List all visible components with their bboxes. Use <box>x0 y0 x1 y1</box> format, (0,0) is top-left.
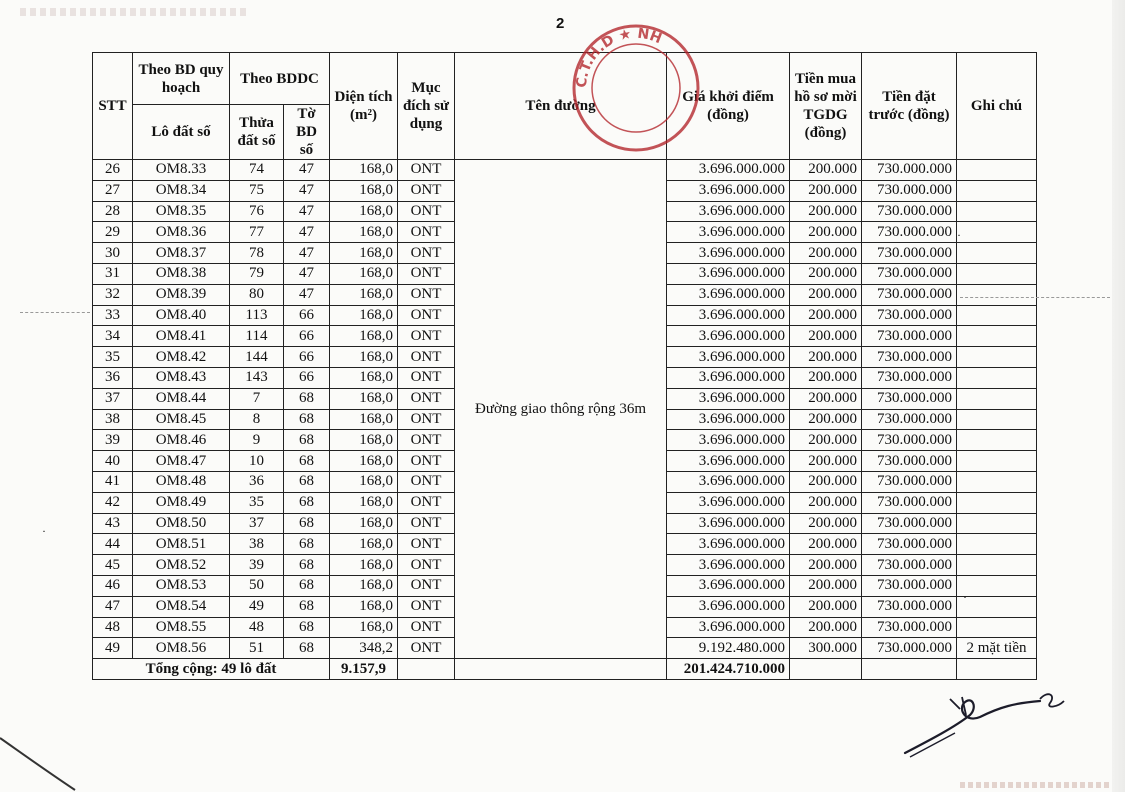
cell-tien-mua-ho-so: 200.000 <box>790 513 862 534</box>
cell-gia-khoi-diem: 3.696.000.000 <box>667 243 790 264</box>
cell-to-bd: 68 <box>284 430 330 451</box>
ink-dot: · <box>42 524 46 538</box>
cell-lo-dat: OM8.44 <box>133 388 230 409</box>
cell-tien-dat-truoc: 730.000.000 <box>862 409 957 430</box>
cell-tien-mua-ho-so: 200.000 <box>790 617 862 638</box>
cell-tien-mua-ho-so: 200.000 <box>790 430 862 451</box>
cell-lo-dat: OM8.51 <box>133 534 230 555</box>
cell-muc-dich: ONT <box>398 305 455 326</box>
cell-tien-dat-truoc: 730.000.000 <box>862 492 957 513</box>
total-label: Tổng cộng: 49 lô đất <box>93 659 330 680</box>
cell-tien-mua-ho-so: 200.000 <box>790 160 862 181</box>
cell-gia-khoi-diem: 3.696.000.000 <box>667 284 790 305</box>
cell-tien-dat-truoc: 730.000.000 <box>862 534 957 555</box>
header-lo-dat-so: Lô đất số <box>133 105 230 160</box>
cell-lo-dat: OM8.43 <box>133 367 230 388</box>
cell-stt: 40 <box>93 451 133 472</box>
cell-thua-dat: 78 <box>230 243 284 264</box>
cell-lo-dat: OM8.49 <box>133 492 230 513</box>
cell-ghi-chu <box>957 513 1037 534</box>
cell-gia-khoi-diem: 3.696.000.000 <box>667 492 790 513</box>
cell-muc-dich: ONT <box>398 534 455 555</box>
cell-tien-mua-ho-so: 200.000 <box>790 596 862 617</box>
cell-gia-khoi-diem: 3.696.000.000 <box>667 201 790 222</box>
cell-ghi-chu <box>957 596 1037 617</box>
cell-stt: 44 <box>93 534 133 555</box>
cell-muc-dich: ONT <box>398 492 455 513</box>
cell-thua-dat: 9 <box>230 430 284 451</box>
cell-stt: 37 <box>93 388 133 409</box>
cell-tien-dat-truoc: 730.000.000 <box>862 160 957 181</box>
page-edge <box>1112 0 1125 792</box>
cell-dien-tich: 168,0 <box>330 160 398 181</box>
cell-to-bd: 66 <box>284 326 330 347</box>
cell-dien-tich: 168,0 <box>330 180 398 201</box>
cell-tien-mua-ho-so: 200.000 <box>790 388 862 409</box>
cell-tien-dat-truoc: 730.000.000 <box>862 326 957 347</box>
cell-ghi-chu <box>957 367 1037 388</box>
cell-lo-dat: OM8.56 <box>133 638 230 659</box>
cell-tien-dat-truoc: 730.000.000 <box>862 201 957 222</box>
cell-to-bd: 68 <box>284 575 330 596</box>
cell-gia-khoi-diem: 9.192.480.000 <box>667 638 790 659</box>
cell-lo-dat: OM8.54 <box>133 596 230 617</box>
cell-thua-dat: 38 <box>230 534 284 555</box>
cell-gia-khoi-diem: 3.696.000.000 <box>667 305 790 326</box>
cell-dien-tich: 168,0 <box>330 284 398 305</box>
fold-line <box>960 297 1110 298</box>
cell-gia-khoi-diem: 3.696.000.000 <box>667 617 790 638</box>
cell-gia-khoi-diem: 3.696.000.000 <box>667 388 790 409</box>
cell-ghi-chu <box>957 471 1037 492</box>
cell-dien-tich: 168,0 <box>330 243 398 264</box>
cell-dien-tich: 168,0 <box>330 471 398 492</box>
cell-gia-khoi-diem: 3.696.000.000 <box>667 451 790 472</box>
cell-thua-dat: 7 <box>230 388 284 409</box>
cell-lo-dat: OM8.53 <box>133 575 230 596</box>
cell-tien-mua-ho-so: 200.000 <box>790 180 862 201</box>
cell-dien-tich: 168,0 <box>330 513 398 534</box>
cell-dien-tich: 168,0 <box>330 575 398 596</box>
cell-tien-mua-ho-so: 300.000 <box>790 638 862 659</box>
cell-gia-khoi-diem: 3.696.000.000 <box>667 555 790 576</box>
cell-lo-dat: OM8.41 <box>133 326 230 347</box>
header-muc-dich: Mục đích sử dụng <box>398 53 455 160</box>
cell-tien-mua-ho-so: 200.000 <box>790 347 862 368</box>
cell-dien-tich: 168,0 <box>330 367 398 388</box>
cell-muc-dich: ONT <box>398 596 455 617</box>
cell-dien-tich: 168,0 <box>330 492 398 513</box>
cell-tien-dat-truoc: 730.000.000 <box>862 575 957 596</box>
total-empty-cell <box>790 659 862 680</box>
cell-to-bd: 66 <box>284 305 330 326</box>
cell-dien-tich: 168,0 <box>330 388 398 409</box>
header-theo-bddc: Theo BDDC <box>230 53 330 105</box>
cell-gia-khoi-diem: 3.696.000.000 <box>667 367 790 388</box>
cell-dien-tich: 168,0 <box>330 263 398 284</box>
cell-thua-dat: 75 <box>230 180 284 201</box>
cell-to-bd: 68 <box>284 638 330 659</box>
cell-thua-dat: 35 <box>230 492 284 513</box>
cell-tien-dat-truoc: 730.000.000 <box>862 243 957 264</box>
cell-tien-dat-truoc: 730.000.000 <box>862 471 957 492</box>
cell-to-bd: 68 <box>284 617 330 638</box>
cell-tien-mua-ho-so: 200.000 <box>790 326 862 347</box>
cell-lo-dat: OM8.55 <box>133 617 230 638</box>
cell-ghi-chu <box>957 534 1037 555</box>
cell-lo-dat: OM8.48 <box>133 471 230 492</box>
fold-line <box>20 312 90 313</box>
cell-tien-mua-ho-so: 200.000 <box>790 305 862 326</box>
cell-muc-dich: ONT <box>398 284 455 305</box>
cell-thua-dat: 51 <box>230 638 284 659</box>
header-stt: STT <box>93 53 133 160</box>
cell-thua-dat: 80 <box>230 284 284 305</box>
cell-thua-dat: 74 <box>230 160 284 181</box>
cell-thua-dat: 49 <box>230 596 284 617</box>
cell-tien-dat-truoc: 730.000.000 <box>862 513 957 534</box>
cell-to-bd: 47 <box>284 263 330 284</box>
cell-muc-dich: ONT <box>398 326 455 347</box>
page-number: 2 <box>556 15 565 32</box>
header-gia-khoi-diem: Giá khởi điểm (đồng) <box>667 53 790 160</box>
cell-gia-khoi-diem: 3.696.000.000 <box>667 160 790 181</box>
cell-tien-mua-ho-so: 200.000 <box>790 243 862 264</box>
cell-stt: 27 <box>93 180 133 201</box>
cell-tien-dat-truoc: 730.000.000 <box>862 263 957 284</box>
cell-ghi-chu <box>957 201 1037 222</box>
cell-thua-dat: 76 <box>230 201 284 222</box>
cell-ghi-chu <box>957 222 1037 243</box>
cell-lo-dat: OM8.37 <box>133 243 230 264</box>
cell-dien-tich: 168,0 <box>330 201 398 222</box>
cell-tien-dat-truoc: 730.000.000 <box>862 180 957 201</box>
scan-artifact <box>960 782 1120 788</box>
cell-tien-dat-truoc: 730.000.000 <box>862 430 957 451</box>
cell-to-bd: 47 <box>284 201 330 222</box>
cell-muc-dich: ONT <box>398 638 455 659</box>
cell-to-bd: 68 <box>284 555 330 576</box>
cell-muc-dich: ONT <box>398 555 455 576</box>
cell-dien-tich: 168,0 <box>330 430 398 451</box>
cell-stt: 34 <box>93 326 133 347</box>
cell-muc-dich: ONT <box>398 263 455 284</box>
cell-tien-mua-ho-so: 200.000 <box>790 534 862 555</box>
cell-ghi-chu <box>957 617 1037 638</box>
cell-ghi-chu <box>957 305 1037 326</box>
cell-dien-tich: 168,0 <box>330 596 398 617</box>
cell-stt: 47 <box>93 596 133 617</box>
cell-gia-khoi-diem: 3.696.000.000 <box>667 326 790 347</box>
cell-tien-mua-ho-so: 200.000 <box>790 284 862 305</box>
cell-ghi-chu <box>957 284 1037 305</box>
cell-thua-dat: 36 <box>230 471 284 492</box>
cell-stt: 46 <box>93 575 133 596</box>
total-empty-cell <box>957 659 1037 680</box>
cell-lo-dat: OM8.34 <box>133 180 230 201</box>
cell-tien-dat-truoc: 730.000.000 <box>862 638 957 659</box>
cell-ghi-chu <box>957 160 1037 181</box>
ink-dot: · <box>963 590 967 604</box>
cell-tien-mua-ho-so: 200.000 <box>790 555 862 576</box>
cell-to-bd: 68 <box>284 534 330 555</box>
cell-muc-dich: ONT <box>398 575 455 596</box>
cell-tien-dat-truoc: 730.000.000 <box>862 222 957 243</box>
cell-tien-mua-ho-so: 200.000 <box>790 492 862 513</box>
cell-tien-dat-truoc: 730.000.000 <box>862 451 957 472</box>
seal-text: C.T.H.D ★ NH <box>573 25 664 89</box>
cell-to-bd: 68 <box>284 513 330 534</box>
cell-to-bd: 47 <box>284 284 330 305</box>
cell-ghi-chu <box>957 243 1037 264</box>
cell-stt: 29 <box>93 222 133 243</box>
header-thua-dat-so: Thửa đất số <box>230 105 284 160</box>
cell-muc-dich: ONT <box>398 222 455 243</box>
cell-lo-dat: OM8.47 <box>133 451 230 472</box>
cell-to-bd: 68 <box>284 409 330 430</box>
cell-tien-dat-truoc: 730.000.000 <box>862 347 957 368</box>
cell-lo-dat: OM8.35 <box>133 201 230 222</box>
cell-stt: 36 <box>93 367 133 388</box>
cell-tien-dat-truoc: 730.000.000 <box>862 596 957 617</box>
cell-ghi-chu <box>957 180 1037 201</box>
cell-gia-khoi-diem: 3.696.000.000 <box>667 409 790 430</box>
cell-lo-dat: OM8.42 <box>133 347 230 368</box>
cell-thua-dat: 79 <box>230 263 284 284</box>
cell-gia-khoi-diem: 3.696.000.000 <box>667 347 790 368</box>
cell-to-bd: 66 <box>284 367 330 388</box>
corner-pen-stroke <box>0 730 90 792</box>
cell-muc-dich: ONT <box>398 513 455 534</box>
cell-muc-dich: ONT <box>398 201 455 222</box>
header-tien-dat-truoc: Tiền đặt trước (đồng) <box>862 53 957 160</box>
header-ten-duong: Tên đường <box>455 53 667 160</box>
cell-to-bd: 66 <box>284 347 330 368</box>
cell-ghi-chu <box>957 388 1037 409</box>
cell-thua-dat: 113 <box>230 305 284 326</box>
cell-stt: 31 <box>93 263 133 284</box>
cell-to-bd: 68 <box>284 451 330 472</box>
cell-ghi-chu <box>957 347 1037 368</box>
cell-lo-dat: OM8.52 <box>133 555 230 576</box>
cell-gia-khoi-diem: 3.696.000.000 <box>667 430 790 451</box>
cell-thua-dat: 37 <box>230 513 284 534</box>
cell-dien-tich: 168,0 <box>330 451 398 472</box>
cell-muc-dich: ONT <box>398 243 455 264</box>
total-empty-cell <box>398 659 455 680</box>
cell-to-bd: 68 <box>284 388 330 409</box>
cell-gia-khoi-diem: 3.696.000.000 <box>667 513 790 534</box>
cell-thua-dat: 77 <box>230 222 284 243</box>
cell-muc-dich: ONT <box>398 180 455 201</box>
cell-dien-tich: 168,0 <box>330 409 398 430</box>
cell-to-bd: 47 <box>284 222 330 243</box>
cell-thua-dat: 39 <box>230 555 284 576</box>
cell-tien-mua-ho-so: 200.000 <box>790 575 862 596</box>
cell-muc-dich: ONT <box>398 451 455 472</box>
cell-to-bd: 68 <box>284 596 330 617</box>
cell-to-bd: 47 <box>284 243 330 264</box>
cell-stt: 33 <box>93 305 133 326</box>
cell-lo-dat: OM8.38 <box>133 263 230 284</box>
cell-ghi-chu: 2 mặt tiền <box>957 638 1037 659</box>
cell-muc-dich: ONT <box>398 160 455 181</box>
cell-thua-dat: 8 <box>230 409 284 430</box>
cell-ghi-chu <box>957 555 1037 576</box>
cell-dien-tich: 168,0 <box>330 347 398 368</box>
total-area: 9.157,9 <box>330 659 398 680</box>
cell-tien-mua-ho-so: 200.000 <box>790 367 862 388</box>
cell-dien-tich: 168,0 <box>330 305 398 326</box>
cell-tien-dat-truoc: 730.000.000 <box>862 555 957 576</box>
cell-dien-tich: 168,0 <box>330 222 398 243</box>
land-lot-table <box>92 52 1037 680</box>
street-name-cell: Đường giao thông rộng 36m <box>455 160 667 659</box>
cell-thua-dat: 143 <box>230 367 284 388</box>
cell-thua-dat: 10 <box>230 451 284 472</box>
cell-lo-dat: OM8.45 <box>133 409 230 430</box>
ink-dot: · <box>957 228 961 242</box>
cell-lo-dat: OM8.46 <box>133 430 230 451</box>
cell-stt: 48 <box>93 617 133 638</box>
cell-tien-dat-truoc: 730.000.000 <box>862 388 957 409</box>
cell-tien-mua-ho-so: 200.000 <box>790 409 862 430</box>
cell-stt: 39 <box>93 430 133 451</box>
cell-stt: 32 <box>93 284 133 305</box>
cell-muc-dich: ONT <box>398 471 455 492</box>
cell-to-bd: 68 <box>284 492 330 513</box>
header-dien-tich <box>330 53 398 160</box>
cell-stt: 42 <box>93 492 133 513</box>
cell-tien-dat-truoc: 730.000.000 <box>862 305 957 326</box>
cell-dien-tich: 168,0 <box>330 555 398 576</box>
cell-ghi-chu <box>957 451 1037 472</box>
cell-gia-khoi-diem: 3.696.000.000 <box>667 534 790 555</box>
cell-lo-dat: OM8.39 <box>133 284 230 305</box>
cell-dien-tich: 348,2 <box>330 638 398 659</box>
cell-lo-dat: OM8.36 <box>133 222 230 243</box>
dien-tich-unit: (m²) <box>350 107 377 123</box>
cell-thua-dat: 48 <box>230 617 284 638</box>
total-empty-cell <box>862 659 957 680</box>
cell-to-bd: 47 <box>284 160 330 181</box>
cell-muc-dich: ONT <box>398 409 455 430</box>
cell-muc-dich: ONT <box>398 388 455 409</box>
cell-ghi-chu <box>957 326 1037 347</box>
cell-lo-dat: OM8.33 <box>133 160 230 181</box>
cell-stt: 26 <box>93 160 133 181</box>
dien-tich-label: Diện tích <box>334 89 393 105</box>
cell-stt: 49 <box>93 638 133 659</box>
cell-dien-tich: 168,0 <box>330 617 398 638</box>
total-price: 201.424.710.000 <box>667 659 790 680</box>
cell-gia-khoi-diem: 3.696.000.000 <box>667 596 790 617</box>
cell-tien-dat-truoc: 730.000.000 <box>862 617 957 638</box>
scan-artifact <box>20 8 250 16</box>
header-theo-bd-quy-hoach: Theo BD quy hoạch <box>133 53 230 105</box>
cell-ghi-chu <box>957 409 1037 430</box>
cell-tien-dat-truoc: 730.000.000 <box>862 367 957 388</box>
cell-stt: 35 <box>93 347 133 368</box>
handwritten-signature <box>900 685 1070 765</box>
cell-dien-tich: 168,0 <box>330 326 398 347</box>
cell-gia-khoi-diem: 3.696.000.000 <box>667 263 790 284</box>
cell-to-bd: 47 <box>284 180 330 201</box>
cell-gia-khoi-diem: 3.696.000.000 <box>667 471 790 492</box>
cell-gia-khoi-diem: 3.696.000.000 <box>667 575 790 596</box>
cell-stt: 28 <box>93 201 133 222</box>
cell-stt: 38 <box>93 409 133 430</box>
cell-lo-dat: OM8.40 <box>133 305 230 326</box>
header-ghi-chu: Ghi chú <box>957 53 1037 160</box>
cell-tien-mua-ho-so: 200.000 <box>790 201 862 222</box>
cell-stt: 45 <box>93 555 133 576</box>
cell-thua-dat: 114 <box>230 326 284 347</box>
cell-to-bd: 68 <box>284 471 330 492</box>
cell-muc-dich: ONT <box>398 347 455 368</box>
cell-ghi-chu <box>957 575 1037 596</box>
cell-stt: 43 <box>93 513 133 534</box>
cell-muc-dich: ONT <box>398 430 455 451</box>
cell-tien-mua-ho-so: 200.000 <box>790 471 862 492</box>
cell-thua-dat: 50 <box>230 575 284 596</box>
cell-dien-tich: 168,0 <box>330 534 398 555</box>
cell-tien-mua-ho-so: 200.000 <box>790 263 862 284</box>
cell-thua-dat: 144 <box>230 347 284 368</box>
total-empty-cell <box>455 659 667 680</box>
cell-muc-dich: ONT <box>398 367 455 388</box>
header-tien-mua-ho-so: Tiền mua hồ sơ mời TGDG (đồng) <box>790 53 862 160</box>
cell-tien-mua-ho-so: 200.000 <box>790 222 862 243</box>
cell-gia-khoi-diem: 3.696.000.000 <box>667 222 790 243</box>
cell-ghi-chu <box>957 430 1037 451</box>
cell-stt: 41 <box>93 471 133 492</box>
cell-tien-dat-truoc: 730.000.000 <box>862 284 957 305</box>
cell-ghi-chu <box>957 492 1037 513</box>
cell-stt: 30 <box>93 243 133 264</box>
cell-gia-khoi-diem: 3.696.000.000 <box>667 180 790 201</box>
cell-tien-mua-ho-so: 200.000 <box>790 451 862 472</box>
cell-muc-dich: ONT <box>398 617 455 638</box>
cell-lo-dat: OM8.50 <box>133 513 230 534</box>
header-to-bd-so: Tờ BD số <box>284 105 330 160</box>
table-row <box>93 160 1037 181</box>
cell-ghi-chu <box>957 263 1037 284</box>
